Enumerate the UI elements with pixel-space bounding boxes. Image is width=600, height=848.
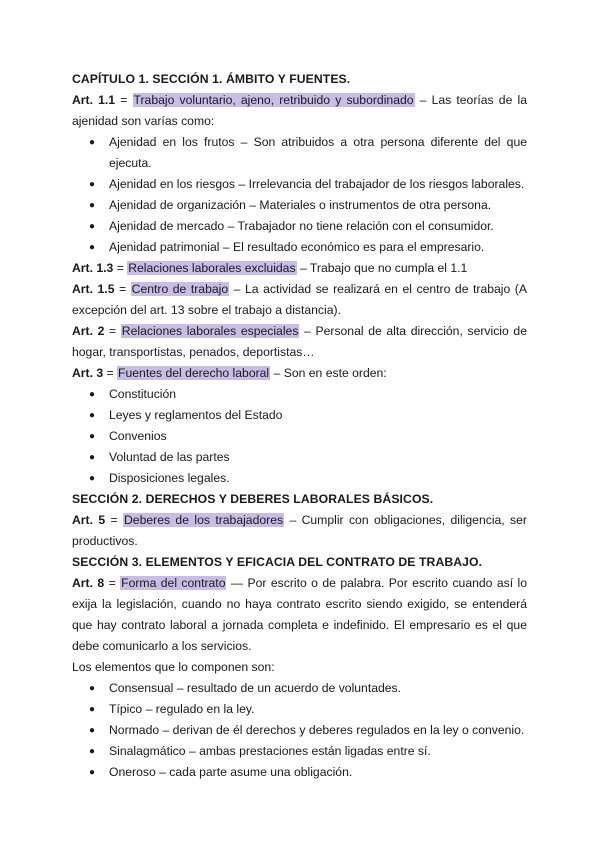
art-description: – Personal de alta dirección, servicio de hogar, transportistas, penados, deportistas… xyxy=(72,324,527,359)
highlighted-term: Deberes de los trabajadores xyxy=(124,513,284,527)
highlighted-term: Fuentes del derecho laboral xyxy=(118,366,270,380)
art-separator: = xyxy=(113,261,128,275)
bullet-icon: ● xyxy=(89,200,96,211)
bullet-icon: ● xyxy=(89,704,96,715)
bullet-icon: ● xyxy=(89,452,96,463)
art-8-paragraph xyxy=(72,573,527,657)
highlighted-term: Centro de trabajo xyxy=(131,282,229,296)
bullet-icon: ● xyxy=(89,683,96,694)
elementos-list xyxy=(72,678,527,783)
list-item-text: Normado – derivan de él derechos y deberes regulados en la ley o convenio. xyxy=(109,723,525,737)
list-item xyxy=(72,174,527,195)
list-item-text: Sinalagmático – ambas prestaciones están ligadas entre sí. xyxy=(109,744,431,758)
elementos-intro: Los elementos que lo componen son: xyxy=(72,660,275,674)
art-separator: = xyxy=(103,366,118,380)
list-item xyxy=(72,405,527,426)
highlighted-term: Trabajo voluntario, ajeno, retribuido y subordinado xyxy=(133,93,414,107)
art-1-1-paragraph xyxy=(72,90,527,132)
art-label: Art. 5 xyxy=(72,513,106,527)
bullet-icon: ● xyxy=(89,242,96,253)
bullet-icon: ● xyxy=(89,137,96,148)
list-item-text: Ajenidad en los frutos – Son atribuidos a otra persona diferente del que ejecuta. xyxy=(109,135,527,170)
art-description: – La actividad se realizará en el centro de trabajo (A excepción del art. 13 sobre el trabajo a distancia). xyxy=(72,282,527,317)
bullet-icon: ● xyxy=(89,746,96,757)
highlighted-term: Relaciones laborales especiales xyxy=(121,324,299,338)
list-item-text: Voluntad de las partes xyxy=(109,450,230,464)
list-item xyxy=(72,762,527,783)
list-item-text: Consensual – resultado de un acuerdo de voluntades. xyxy=(109,681,402,695)
ajenidad-list xyxy=(72,132,527,258)
list-item xyxy=(72,678,527,699)
art-label: Art. 1.3 xyxy=(72,261,114,275)
list-item xyxy=(72,447,527,468)
list-item xyxy=(72,132,527,174)
list-item-text: Ajenidad de organización – Materiales o instrumentos de otra persona. xyxy=(109,198,492,212)
list-item xyxy=(72,384,527,405)
list-item-text: Ajenidad de mercado – Trabajador no tiene relación con el consumidor. xyxy=(109,219,494,233)
list-item xyxy=(72,699,527,720)
art-separator: = xyxy=(105,513,123,527)
list-item-text: Ajenidad en los riesgos – Irrelevancia del trabajador de los riesgos laborales. xyxy=(109,177,525,191)
art-description: – Trabajo que no cumpla el 1.1 xyxy=(296,261,468,275)
bullet-icon: ● xyxy=(89,179,96,190)
art-separator: = xyxy=(114,282,131,296)
art-description: – Son en este orden: xyxy=(270,366,387,380)
list-item-text: Leyes y reglamentos del Estado xyxy=(109,408,283,422)
art-label: Art. 2 xyxy=(72,324,105,338)
art-separator: = xyxy=(104,576,121,590)
highlighted-term: Relaciones laborales excluidas xyxy=(128,261,296,275)
art-label: Art. 1.5 xyxy=(72,282,115,296)
art-3-paragraph xyxy=(72,363,527,384)
section-2-heading: SECCIÓN 2. DERECHOS Y DEBERES LABORALES BÁSICOS. xyxy=(72,492,434,506)
list-item xyxy=(72,195,527,216)
list-item-text: Ajenidad patrimonial – El resultado económico es para el empresario. xyxy=(109,240,485,254)
highlighted-term: Forma del contrato xyxy=(121,576,226,590)
art-5-paragraph xyxy=(72,510,527,552)
art-description: — Por escrito o de palabra. Por escrito cuando así lo exija la legislación, cuando no haya contrato escrito siendo exigido, se entenderá que hay contrato laboral a jornada completa e indefinido. El empresario es el que debe comunicarlo a los servicios. xyxy=(72,576,528,653)
bullet-icon: ● xyxy=(89,221,96,232)
list-item-text: Disposiciones legales. xyxy=(109,471,230,485)
document-content xyxy=(72,69,527,783)
section-3-heading: SECCIÓN 3. ELEMENTOS Y EFICACIA DEL CONTRATO DE TRABAJO. xyxy=(72,555,483,569)
list-item-text: Típico – regulado en la ley. xyxy=(109,702,255,716)
art-1-3-paragraph xyxy=(72,258,527,279)
list-item-text: Oneroso – cada parte asume una obligación. xyxy=(109,765,353,779)
art-1-5-paragraph xyxy=(72,279,527,321)
bullet-icon: ● xyxy=(89,431,96,442)
bullet-icon: ● xyxy=(89,410,96,421)
list-item-text: Constitución xyxy=(109,387,177,401)
list-item xyxy=(72,216,527,237)
list-item xyxy=(72,426,527,447)
fuentes-list xyxy=(72,384,527,489)
list-item xyxy=(72,237,527,258)
art-description: – Cumplir con obligaciones, diligencia, ser productivos. xyxy=(72,513,527,548)
bullet-icon: ● xyxy=(89,725,96,736)
list-item xyxy=(72,741,527,762)
list-item xyxy=(72,720,527,741)
list-item-text: Convenios xyxy=(109,429,167,443)
bullet-icon: ● xyxy=(89,473,96,484)
art-label: Art. 8 xyxy=(72,576,105,590)
bullet-icon: ● xyxy=(89,767,96,778)
bullet-icon: ● xyxy=(89,389,96,400)
list-item xyxy=(72,468,527,489)
art-label: Art. 1.1 xyxy=(72,93,116,107)
art-description: – Las teorías de la ajenidad son varías como: xyxy=(72,93,527,128)
art-2-paragraph xyxy=(72,321,527,363)
art-label: Art. 3 xyxy=(72,366,104,380)
art-separator: = xyxy=(115,93,133,107)
art-separator: = xyxy=(104,324,121,338)
chapter-heading: CAPÍTULO 1. SECCIÓN 1. ÁMBITO Y FUENTES. xyxy=(72,72,351,86)
